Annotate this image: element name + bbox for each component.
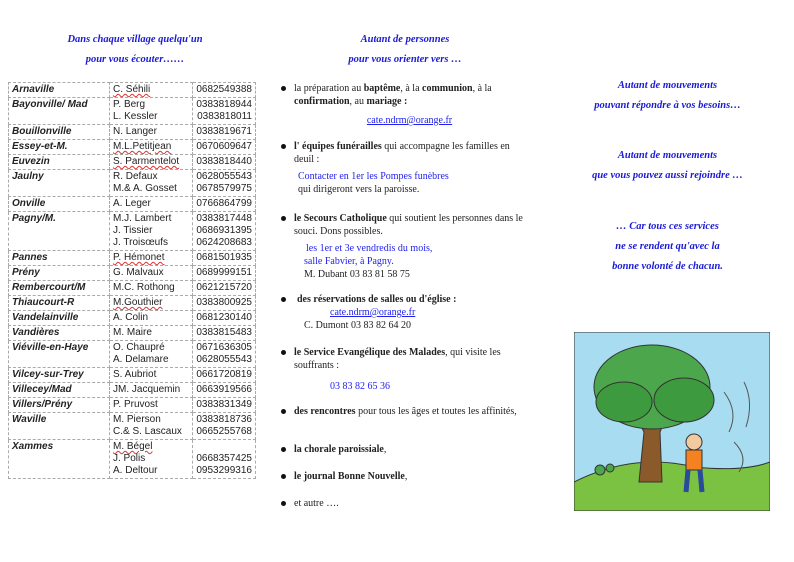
phone-number: 0383818944 <box>196 99 252 110</box>
phone-number: 0670609647 <box>196 141 252 152</box>
item-funerals <box>280 140 525 196</box>
person-name: A. Delamare <box>113 354 169 365</box>
text: le Secours Catholique <box>294 213 387 224</box>
village-name: Vilcey-sur-Trey <box>9 368 110 383</box>
phone-number <box>196 441 252 453</box>
item-chorale <box>280 443 525 456</box>
middle-heading <box>290 30 520 70</box>
village-name: Euvezin <box>9 155 110 170</box>
text: pour tous les âges et toutes les affinités, <box>355 406 517 417</box>
email-link[interactable]: cate.ndrm@orange.fr <box>330 307 416 318</box>
table-row <box>9 140 256 155</box>
contacts-table <box>8 82 256 479</box>
secours-contact: M. Dubant 03 83 81 58 75 <box>304 269 410 280</box>
table-row <box>9 413 256 440</box>
contact-people <box>110 266 193 281</box>
text: que vous pouvez aussi rejoindre … <box>592 170 743 181</box>
table-row <box>9 98 256 125</box>
table-row <box>9 368 256 383</box>
person-name: M.J. Lambert <box>113 213 172 224</box>
table-row <box>9 83 256 98</box>
reservation-contact: C. Dumont 03 83 82 64 20 <box>304 320 411 331</box>
right-heading-1 <box>560 76 775 116</box>
phone-number: 0766864799 <box>196 198 252 209</box>
malades-phone: 03 83 82 65 36 <box>330 381 390 392</box>
text: , qui visite les souffrants : <box>294 347 501 371</box>
person-name: J. Troisœufs <box>113 237 169 248</box>
village-name: Waville <box>9 413 110 440</box>
village-name: Thiaucourt-R <box>9 296 110 311</box>
item-rencontres <box>280 405 525 418</box>
contact-people <box>110 83 193 98</box>
heading-line: pour vous orienter vers … <box>348 54 462 65</box>
person-name: P. Hémonet <box>113 252 165 263</box>
contact-people <box>110 383 193 398</box>
item-sacraments <box>280 82 525 127</box>
text: , <box>404 471 408 482</box>
person-name: L. Kessler <box>113 111 158 122</box>
village-name: Villers/Prény <box>9 398 110 413</box>
contact-people <box>110 296 193 311</box>
contact-people <box>110 140 193 155</box>
table-row <box>9 197 256 212</box>
contact-people <box>110 125 193 140</box>
table-row <box>9 296 256 311</box>
phone-number: 0689999151 <box>196 267 252 278</box>
text: le Service Evangélique des Malades <box>294 347 446 358</box>
contact-phones <box>193 413 256 440</box>
text: pouvant répondre à vos besoins… <box>594 100 741 111</box>
text: communion <box>422 83 473 94</box>
table-row <box>9 311 256 326</box>
village-name: Viéville-en-Haye <box>9 341 110 368</box>
tree-illustration <box>574 332 770 511</box>
village-name: Bouillonville <box>9 125 110 140</box>
contact-people <box>110 440 193 479</box>
contact-phones <box>193 212 256 251</box>
text: confirmation <box>294 96 350 107</box>
contact-phones <box>193 398 256 413</box>
village-name: Villecey/Mad <box>9 383 110 398</box>
table-row <box>9 383 256 398</box>
phone-number: 0628055543 <box>196 354 252 365</box>
village-name: Bayonville/ Mad <box>9 98 110 125</box>
phone-number: 0661720819 <box>196 369 252 380</box>
heading-line: Autant de personnes <box>360 34 450 45</box>
phone-number: 0383815483 <box>196 327 252 338</box>
contact-people <box>110 398 193 413</box>
person-name: O. Chaupré <box>113 342 165 353</box>
table-row <box>9 125 256 140</box>
contact-phones <box>193 125 256 140</box>
phone-number: 0383818440 <box>196 156 252 167</box>
contact-phones <box>193 296 256 311</box>
item-autre <box>280 497 525 510</box>
contact-people <box>110 368 193 383</box>
contact-phones <box>193 251 256 266</box>
phone-number: 0681501935 <box>196 252 252 263</box>
table-row <box>9 212 256 251</box>
contact-phones <box>193 311 256 326</box>
text: la préparation au <box>294 83 364 94</box>
contact-people <box>110 326 193 341</box>
table-row <box>9 155 256 170</box>
contact-people <box>110 413 193 440</box>
item-reservations <box>280 293 525 332</box>
table-row <box>9 170 256 197</box>
item-secours <box>280 212 525 281</box>
village-name: Prény <box>9 266 110 281</box>
person-name: JM. Jacquemin <box>113 384 181 395</box>
text: baptême <box>363 83 401 94</box>
person-name: C. Séhili <box>113 84 151 95</box>
village-name: Vandières <box>9 326 110 341</box>
person-name: A. Deltour <box>113 465 158 476</box>
text: des réservations de salles ou d'église : <box>297 294 457 305</box>
email-link[interactable]: cate.ndrm@orange.fr <box>366 115 453 126</box>
phone-number: 0665255768 <box>196 426 252 437</box>
right-heading-3 <box>560 217 775 277</box>
phone-number: 0678579975 <box>196 183 252 194</box>
text: Autant de mouvements <box>617 80 718 91</box>
funeral-contact: Contacter en 1er les Pompes funèbres <box>298 171 449 182</box>
person-name: P. Pruvost <box>113 399 158 410</box>
text: des rencontres <box>294 406 356 417</box>
phone-number: 0663919566 <box>196 384 252 395</box>
item-malades <box>280 346 525 393</box>
heading-line: Dans chaque village quelqu'un <box>67 34 203 45</box>
phone-number: 0383818011 <box>197 111 252 122</box>
contact-phones <box>193 83 256 98</box>
person-name: M.& A. Gosset <box>113 183 177 194</box>
village-name: Pannes <box>9 251 110 266</box>
table-row <box>9 341 256 368</box>
text: ne se rendent qu'avec la <box>615 241 720 252</box>
person-name: M. Maire <box>113 327 152 338</box>
table-row <box>9 266 256 281</box>
phone-number: 0383817448 <box>196 213 252 224</box>
contact-phones <box>193 383 256 398</box>
text: qui soutient les personnes dans le souci. Dons possibles. <box>294 213 523 237</box>
person-name: A. Colin <box>113 312 149 323</box>
contact-people <box>110 170 193 197</box>
secours-dates: les 1er et 3e vendredis du mois, <box>306 243 433 254</box>
phone-number: 0682549388 <box>196 84 252 95</box>
village-name: Rembercourt/M <box>9 281 110 296</box>
village-name: Essey-et-M. <box>9 140 110 155</box>
contact-people <box>110 251 193 266</box>
contact-people <box>110 197 193 212</box>
table-row <box>9 281 256 296</box>
text: , à la <box>400 83 423 94</box>
contact-phones <box>193 197 256 212</box>
funeral-note: qui dirigeront vers la paroisse. <box>298 184 420 195</box>
text: Autant de mouvements <box>617 150 718 161</box>
contact-people <box>110 311 193 326</box>
item-journal <box>280 470 525 483</box>
person-name: M. Bégel <box>113 441 153 452</box>
text: le journal Bonne Nouvelle <box>294 471 405 482</box>
contact-phones <box>193 440 256 479</box>
text: qui accompagne les familles en deuil : <box>294 141 510 165</box>
phone-number: 0621215720 <box>196 282 252 293</box>
person-name: J. Polis <box>113 453 146 464</box>
person-name: M.L.Petitjean <box>113 141 172 152</box>
text: , à la <box>472 83 492 94</box>
right-heading-2 <box>560 146 775 186</box>
contact-phones <box>193 266 256 281</box>
village-name: Pagny/M. <box>9 212 110 251</box>
phone-number: 0671636305 <box>196 342 252 353</box>
phone-number: 0383819671 <box>196 126 252 137</box>
text: l' équipes funérailles <box>294 141 382 152</box>
text: , au <box>349 96 367 107</box>
phone-number: 0686931395 <box>196 225 252 236</box>
village-name: Xammes <box>9 440 110 479</box>
table-row <box>9 326 256 341</box>
left-heading <box>20 30 250 70</box>
contact-phones <box>193 155 256 170</box>
contact-phones <box>193 98 256 125</box>
contact-phones <box>193 368 256 383</box>
contact-phones <box>193 341 256 368</box>
table-row <box>9 251 256 266</box>
person-name: M.Gouthier <box>113 297 163 308</box>
contact-people <box>110 281 193 296</box>
contact-phones <box>193 170 256 197</box>
village-name: Vandelainville <box>9 311 110 326</box>
village-name: Jaulny <box>9 170 110 197</box>
phone-number: 0383818736 <box>196 414 252 425</box>
person-name: M.C. Rothong <box>113 282 175 293</box>
table-row <box>9 440 256 479</box>
text: bonne volonté de chacun. <box>612 261 723 272</box>
person-name: P. Berg <box>113 99 146 110</box>
village-name: Arnaville <box>9 83 110 98</box>
contact-phones <box>193 326 256 341</box>
person-name: N. Langer <box>113 126 157 137</box>
phone-number: 0628055543 <box>196 171 252 182</box>
text: … Car tous ces services <box>616 221 719 232</box>
heading-line: pour vous écouter…… <box>85 54 185 65</box>
phone-number: 0383831349 <box>196 399 252 410</box>
contact-people <box>110 212 193 251</box>
phone-number: 0953299316 <box>196 465 252 476</box>
village-name: Onville <box>9 197 110 212</box>
text: et autre …. <box>294 498 339 509</box>
phone-number: 0681230140 <box>196 312 252 323</box>
secours-location: salle Fabvier, à Pagny. <box>304 256 394 267</box>
contact-phones <box>193 281 256 296</box>
contact-phones <box>193 140 256 155</box>
contact-people <box>110 155 193 170</box>
person-name: G. Malvaux <box>113 267 164 278</box>
phone-number: 0624208683 <box>196 237 252 248</box>
text: , <box>383 444 387 455</box>
phone-number: 0383800925 <box>196 297 252 308</box>
table-row <box>9 398 256 413</box>
person-name: C.& S. Lascaux <box>113 426 182 437</box>
phone-number: 0668357425 <box>196 453 252 464</box>
person-name: M. Pierson <box>113 414 161 425</box>
person-name: S. Aubriot <box>113 369 157 380</box>
person-name: S. Parmentelot <box>113 156 180 167</box>
contact-people <box>110 341 193 368</box>
contact-people <box>110 98 193 125</box>
text: mariage : <box>366 96 408 107</box>
person-name: J. Tissier <box>113 225 153 236</box>
person-name: R. Defaux <box>113 171 158 182</box>
person-name: A. Leger <box>113 198 151 209</box>
text: la chorale paroissiale <box>294 444 384 455</box>
